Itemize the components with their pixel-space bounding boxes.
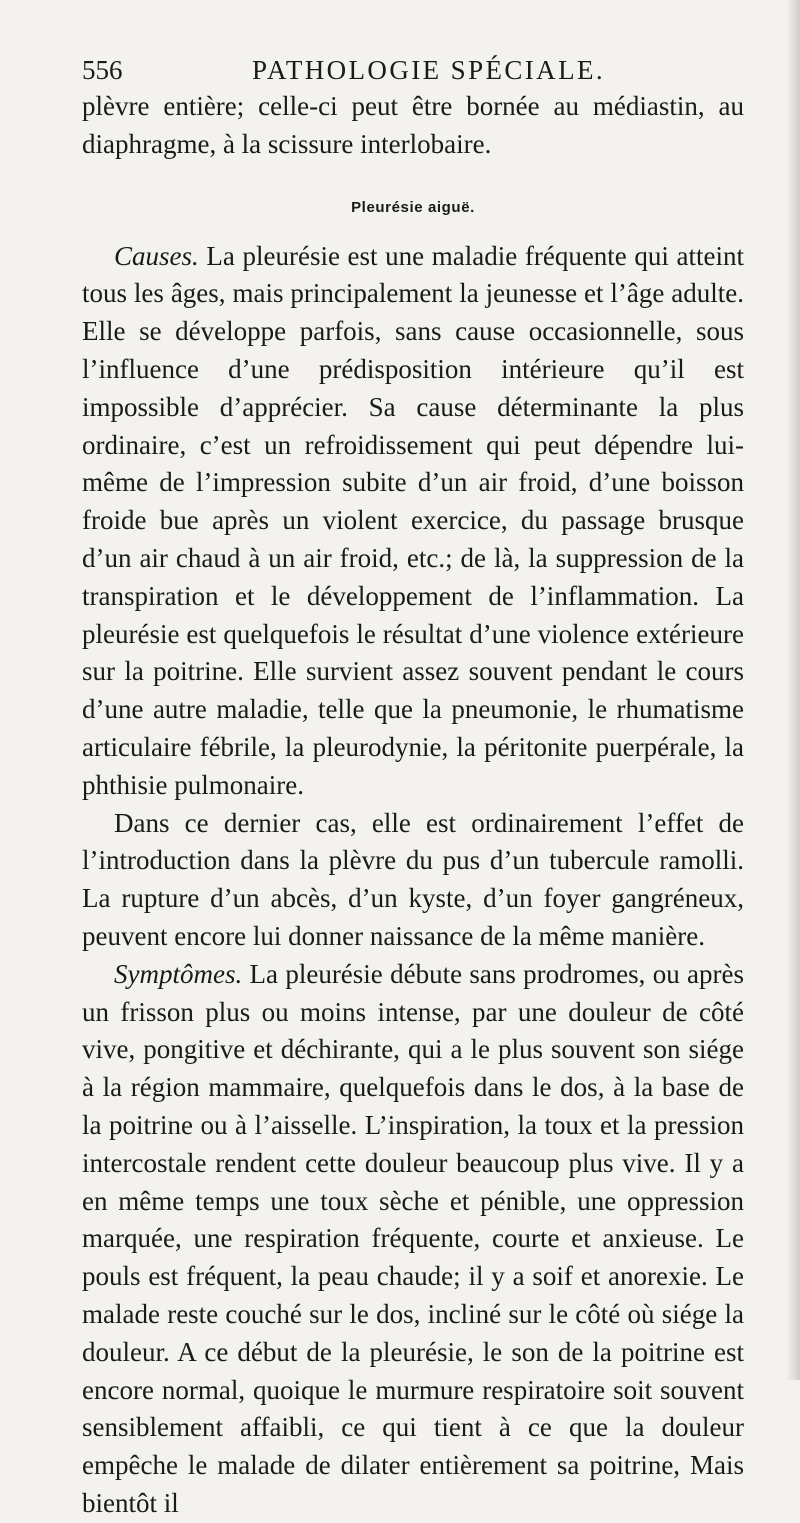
causes-continued-paragraph: Dans ce dernier cas, elle est ordinairement l’effet de l’introduction dans la plèvre du pus d’un tubercule ramolli. La rupture d’un abcès, d’un kyste, d’un foyer gangréneux, peuvent encore lui donner naissance de la même manière. — [82, 807, 744, 951]
body-text — [82, 88, 744, 1523]
intro-paragraph: plèvre entière; celle-ci peut être bornée au médiastin, au diaphragme, à la scissure interlobaire. — [82, 91, 744, 159]
causes-paragraph — [82, 238, 744, 805]
page-header — [82, 52, 742, 88]
page-edge-shadow — [786, 0, 800, 1380]
running-head: PATHOLOGIE SPÉCIALE. — [252, 55, 606, 85]
causes-label: Causes. — [114, 240, 199, 271]
section-title: Pleurésie aiguë. — [351, 198, 475, 216]
page-number: 556 — [82, 55, 123, 85]
symptomes-text: La pleurésie débute sans prodromes, ou après un frisson plus ou moins intense, par une douleur de côté vive, pongitive et déchirante, qui a le plus souvent son siége à la région mammaire, quelquefois dans le dos, à la base de la poitrine ou à l’aisselle. L’inspiration, la toux et la pression intercostale rendent cette douleur beaucoup plus vive. Il y a en même temps une toux sèche et pénible, une oppression marquée, une respiration fréquente, courte et anxieuse. Le pouls est fréquent, la peau chaude; il y a soif et anorexie. Le malade reste couché sur le dos, incliné sur le côté où siége la douleur. A ce début de la pleurésie, le son de la poitrine est encore normal, quoique le murmure respiratoire soit souvent sensiblement affaibli, ce qui tient à ce que la douleur empêche le malade de dilater entièrement sa poitrine, Mais bientôt il — [82, 958, 744, 1518]
causes-text: La pleurésie est une maladie fréquente qui atteint tous les âges, mais principalement la jeunesse et l’âge adulte. Elle se développe parfois, sans cause occasionnelle, sous l’influence d’une prédisposition intérieure qu’il est impossible d’apprécier. Sa cause déterminante la plus ordinaire, c’est un refroidissement qui peut dépendre lui-même de l’impression subite d’un air froid, d’une boisson froide bue après un violent exercice, du passage brusque d’un air chaud à un air froid, etc.; de là, la suppression de la transpiration et le développement de l’inflammation. La pleurésie est quelquefois le résultat d’une violence extérieure sur la poitrine. Elle survient assez souvent pendant le cours d’une autre maladie, telle que la pneumonie, le rhumatisme articulaire fébrile, la pleurodynie, la péritonite puerpérale, la phthisie pulmonaire. — [82, 240, 744, 800]
symptomes-label: Symptômes. — [114, 958, 243, 989]
symptomes-paragraph — [82, 956, 744, 1523]
